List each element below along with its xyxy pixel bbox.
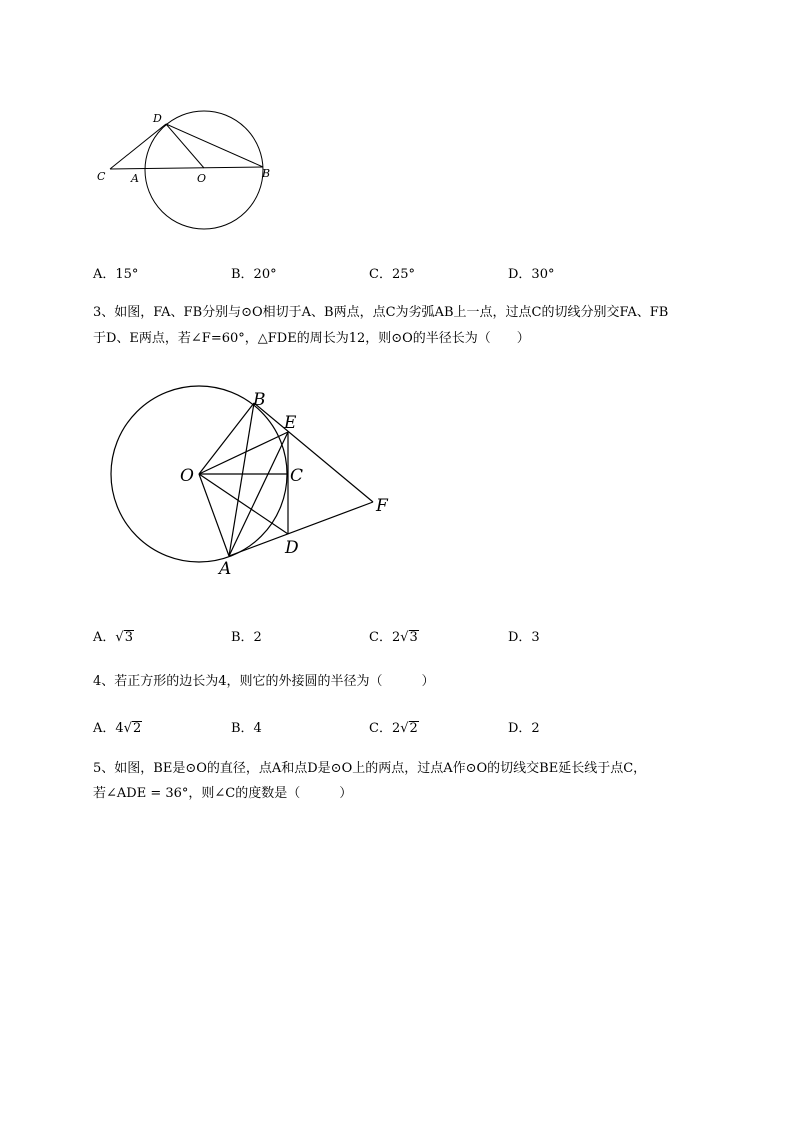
label-b: B bbox=[262, 167, 271, 180]
q3-line-2: 于D、E两点，若∠F=60°，△FDE的周长为12，则⊙O的半径长为（ ） bbox=[93, 331, 530, 346]
q4-option-a[interactable] bbox=[93, 717, 142, 736]
q3-option-a-radicand: 3 bbox=[124, 630, 133, 645]
q4-option-c-radicand: 2 bbox=[409, 721, 418, 736]
q3-option-c-radicand: 3 bbox=[409, 630, 418, 645]
label-b: B bbox=[253, 390, 266, 410]
q2-option-b[interactable] bbox=[231, 263, 277, 282]
label-e: E bbox=[284, 413, 297, 433]
q3-option-c[interactable] bbox=[369, 626, 419, 645]
q3-option-c-prefix: C．2 bbox=[369, 630, 401, 645]
line-fb bbox=[254, 403, 373, 502]
label-d: D bbox=[153, 112, 162, 125]
sqrt-symbol: √2 bbox=[400, 721, 418, 736]
q3-option-b-label: B．2 bbox=[231, 630, 262, 645]
label-f: F bbox=[376, 496, 388, 516]
figure-circle-tangent-1 bbox=[90, 105, 280, 240]
q3-option-a-prefix: A． bbox=[93, 630, 116, 645]
q4-option-b[interactable] bbox=[231, 717, 262, 736]
figure-circle-tangent-2 bbox=[105, 385, 405, 580]
line-cb bbox=[110, 167, 263, 169]
q3-option-a[interactable] bbox=[93, 626, 134, 645]
line-do bbox=[166, 124, 204, 168]
q3-line-1: 3、如图，FA、FB分别与⊙O相切于A、B两点，点C为劣弧AB上一点，过点C的切线分别交FA、FB bbox=[93, 305, 669, 320]
sqrt-symbol: √3 bbox=[115, 630, 133, 645]
q2-option-a[interactable] bbox=[93, 263, 138, 282]
label-c: C bbox=[290, 466, 304, 486]
q3-option-d-label: D．3 bbox=[508, 630, 540, 645]
q3-option-d[interactable] bbox=[508, 626, 540, 645]
sqrt-symbol: √2 bbox=[123, 721, 142, 736]
q2-option-a-label: A．15° bbox=[93, 267, 139, 282]
label-o: O bbox=[180, 466, 194, 486]
q2-option-c-label: C．25° bbox=[369, 267, 415, 282]
label-a: A bbox=[219, 559, 232, 579]
sqrt-symbol: √3 bbox=[400, 630, 418, 645]
line-ab bbox=[229, 403, 254, 556]
line-ob bbox=[199, 403, 254, 474]
q4-option-c-prefix: C．2 bbox=[369, 721, 401, 736]
line-cd bbox=[110, 124, 166, 169]
q3-option-b[interactable] bbox=[231, 626, 262, 645]
label-c: C bbox=[97, 170, 106, 183]
q4-option-a-radicand: 2 bbox=[132, 721, 142, 736]
q5-line-2: 若∠ADE = 36°，则∠C的度数是（ ） bbox=[93, 786, 353, 801]
q4-option-c[interactable] bbox=[369, 717, 419, 736]
line-oa bbox=[199, 474, 229, 556]
q4-option-a-prefix: A．4 bbox=[93, 721, 124, 736]
q2-option-b-label: B．20° bbox=[231, 267, 277, 282]
q2-option-d[interactable] bbox=[508, 263, 554, 282]
label-o: O bbox=[197, 172, 207, 185]
label-d: D bbox=[285, 538, 299, 558]
q2-option-c[interactable] bbox=[369, 263, 415, 282]
q5-line-1: 5、如图，BE是⊙O的直径，点A和点D是⊙O上的两点，过点A作⊙O的切线交BE延长线于点C， bbox=[93, 761, 647, 776]
q4-text: 4、若正方形的边长为4，则它的外接圆的半径为（ ） bbox=[93, 674, 435, 689]
q4-option-b-label: B．4 bbox=[231, 721, 262, 736]
q4-option-d-label: D．2 bbox=[508, 721, 540, 736]
circle-o bbox=[145, 111, 263, 229]
q2-option-d-label: D．30° bbox=[508, 267, 555, 282]
label-a: A bbox=[131, 172, 139, 185]
q4-option-d[interactable] bbox=[508, 717, 540, 736]
